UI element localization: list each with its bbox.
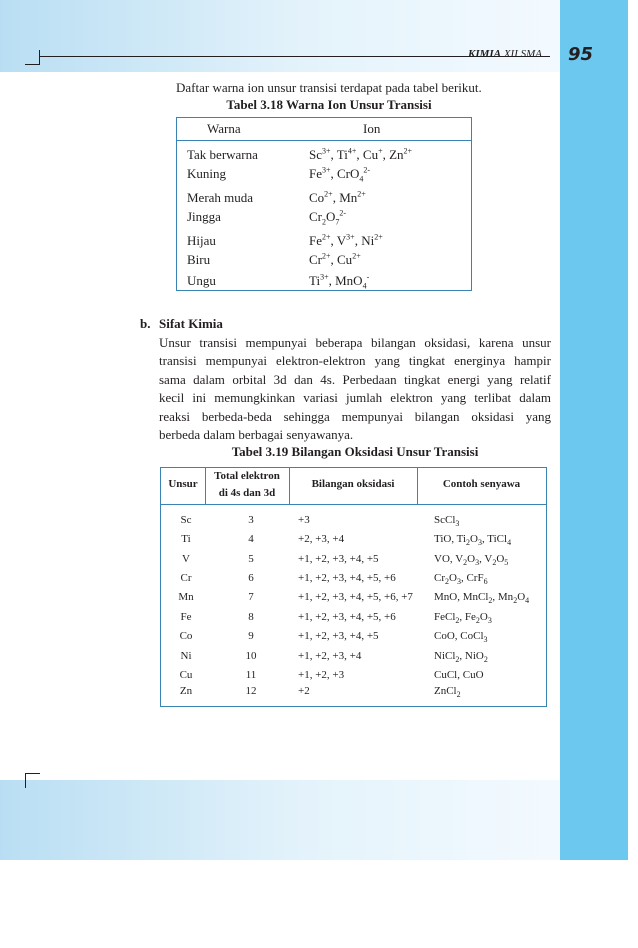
table-row [161, 648, 546, 667]
table-2-header [161, 468, 546, 505]
cell-contoh-senyawa: FeCl$_2$, $Fe_2O_3$ [434, 611, 492, 626]
table-1-caption-text: Tabel 3.18 Warna Ion Unsur Transisi [226, 97, 432, 112]
cell-bilangan-oksidasi: +3 [298, 514, 310, 526]
cell-unsur: Co [179, 630, 193, 642]
table-row [177, 231, 471, 251]
section-title: Sifat Kimia [159, 316, 223, 331]
cell-unsur: V [182, 553, 190, 565]
cell-unsur: Zn [179, 685, 193, 697]
cell-bilangan-oksidasi: +1, +2, +3, +4, +5, +6, +7 [298, 591, 413, 603]
header-contoh-senyawa: Contoh senyawa [442, 478, 521, 490]
cell-ion: $Sc^{3+}$, $Ti^{4+}$, Cu+, $Zn^{2+}$ [309, 146, 413, 162]
table-row [177, 164, 471, 184]
section-paragraph [159, 334, 551, 444]
cell-contoh-senyawa: CoO, CoCl$_3$ [434, 630, 488, 645]
header-total-line2: di 4s dan 3d [218, 487, 276, 499]
cell-warna: Tak berwarna [187, 147, 258, 162]
table-1-caption [0, 97, 638, 113]
table-1-header [177, 118, 471, 141]
cell-ion: $Cr_2O_7^{2-}$ [309, 208, 347, 227]
page-number: 95 [568, 44, 594, 65]
section-label: b. [140, 316, 151, 331]
cell-total-elektron: 7 [248, 591, 254, 603]
paragraph-line: kecil ini memungkinkan variasi jumlah elektron yang terlibat dalam [159, 390, 551, 406]
cell-unsur: Cu [179, 669, 193, 681]
running-title-grade: XII SMA [501, 48, 542, 60]
cell-contoh-senyawa: ScCl$_3$ [434, 514, 460, 529]
cell-bilangan-oksidasi: +2 [298, 685, 310, 697]
cell-warna: Jingga [187, 209, 221, 224]
cell-unsur: Cr [180, 572, 192, 584]
cell-bilangan-oksidasi: +1, +2, +3, +4, +5, +6 [298, 611, 396, 623]
cell-warna: Merah muda [187, 190, 254, 205]
header-unsur: Unsur [168, 478, 198, 490]
header-warna: Warna [207, 121, 241, 136]
cell-ion: $Ti^{3+}$, MnO$_4$- [309, 272, 370, 291]
cell-bilangan-oksidasi: +1, +2, +3, +4, +5, +6 [298, 572, 396, 584]
cell-unsur: Ni [180, 650, 192, 662]
cell-ion: $Fe^{2+}$, $V^{3+}$, $Ni^{2+}$ [309, 232, 383, 248]
table-2-caption [0, 444, 638, 460]
table-row [161, 683, 546, 702]
paragraph-line: sama dalam orbital 3d dan 4s. Perbedaan tingkat energi yang relatif [159, 371, 551, 387]
table-row [177, 271, 471, 291]
cell-warna: Hijau [187, 233, 216, 248]
table-2-caption-text: Tabel 3.19 Bilangan Oksidasi Unsur Transisi [231, 444, 479, 459]
cell-contoh-senyawa: MnO, MnCl$_2$, $Mn_2O_4$ [434, 591, 530, 606]
cell-contoh-senyawa: VO, $V_2O_3$, $V_2O_5$ [434, 553, 509, 568]
cell-bilangan-oksidasi: +1, +2, +3, +4, +5 [298, 630, 379, 642]
paragraph-line: reaksi berbeda-beda sehingga mempunyai bilangan oksidasi yang [159, 408, 551, 424]
cell-total-elektron: 8 [248, 611, 254, 623]
cell-bilangan-oksidasi: +1, +2, +3 [298, 669, 345, 681]
table-row [161, 628, 546, 647]
cell-unsur: Sc [180, 514, 192, 526]
cell-unsur: Mn [178, 591, 194, 603]
ion-color-table [176, 117, 472, 291]
crop-mark-top-left [25, 50, 40, 65]
cell-contoh-senyawa: ZnCl$_2$ [434, 685, 461, 700]
intro-text: Daftar warna ion unsur transisi terdapat pada tabel berikut. [176, 80, 482, 95]
table-row [161, 570, 546, 589]
cell-total-elektron: 12 [245, 685, 257, 697]
table-row [161, 512, 546, 531]
top-color-band [0, 0, 560, 72]
paragraph-line: transisi mempunyai elektron-elektron yang tingkat energinya hampir [159, 353, 551, 369]
cell-ion: $Fe^{3+}$, CrO$_4^{2-}$ [309, 165, 371, 184]
cell-total-elektron: 5 [248, 553, 254, 565]
cell-contoh-senyawa: CuCl, CuO [434, 669, 484, 681]
header-total-line1: Total elektron [214, 470, 280, 482]
bottom-color-band [0, 780, 560, 860]
cell-bilangan-oksidasi: +2, +3, +4 [298, 533, 345, 545]
cell-contoh-senyawa: NiCl$_2$, NiO$_2$ [434, 650, 488, 665]
cell-bilangan-oksidasi: +1, +2, +3, +4 [298, 650, 362, 662]
cell-warna: Ungu [187, 273, 216, 288]
oxidation-state-table [160, 467, 547, 707]
cell-total-elektron: 11 [245, 669, 257, 681]
right-margin [628, 0, 638, 860]
cell-total-elektron: 9 [248, 630, 254, 642]
cell-total-elektron: 3 [248, 514, 254, 526]
running-title [468, 48, 542, 60]
header-ion: Ion [363, 121, 381, 136]
right-color-band [560, 0, 628, 860]
cell-ion: $Co^{2+}$, $Mn^{2+}$ [309, 189, 366, 205]
cell-bilangan-oksidasi: +1, +2, +3, +4, +5 [298, 553, 379, 565]
cell-total-elektron: 4 [248, 533, 254, 545]
table-row [161, 551, 546, 570]
cell-warna: Biru [187, 252, 211, 267]
table-row [177, 145, 471, 165]
table-row [177, 207, 471, 227]
paragraph-line: berbeda dalam berbagai senyawanya. [159, 426, 354, 442]
table-row [177, 188, 471, 208]
header-bilangan-oksidasi: Bilangan oksidasi [311, 478, 395, 490]
cell-unsur: Fe [180, 611, 192, 623]
cell-total-elektron: 10 [245, 650, 257, 662]
cell-ion: $Cr^{2+}$, $Cu^{2+}$ [309, 251, 361, 267]
table-row [177, 250, 471, 270]
cell-warna: Kuning [187, 166, 226, 181]
table-row [161, 531, 546, 550]
running-title-subject: KIMIA [468, 48, 502, 60]
paragraph-line: Unsur transisi mempunyai beberapa bilangan oksidasi, karena unsur [159, 335, 551, 350]
cell-contoh-senyawa: $Cr_2O_3$, CrF$_6$ [434, 572, 488, 587]
cell-unsur: Ti [181, 533, 191, 545]
cell-total-elektron: 6 [248, 572, 254, 584]
table-row [161, 609, 546, 628]
table-row [161, 589, 546, 608]
cell-contoh-senyawa: TiO, $Ti_2O_3$, TiCl$_4$ [434, 533, 512, 548]
crop-mark-bottom-left [25, 773, 40, 788]
